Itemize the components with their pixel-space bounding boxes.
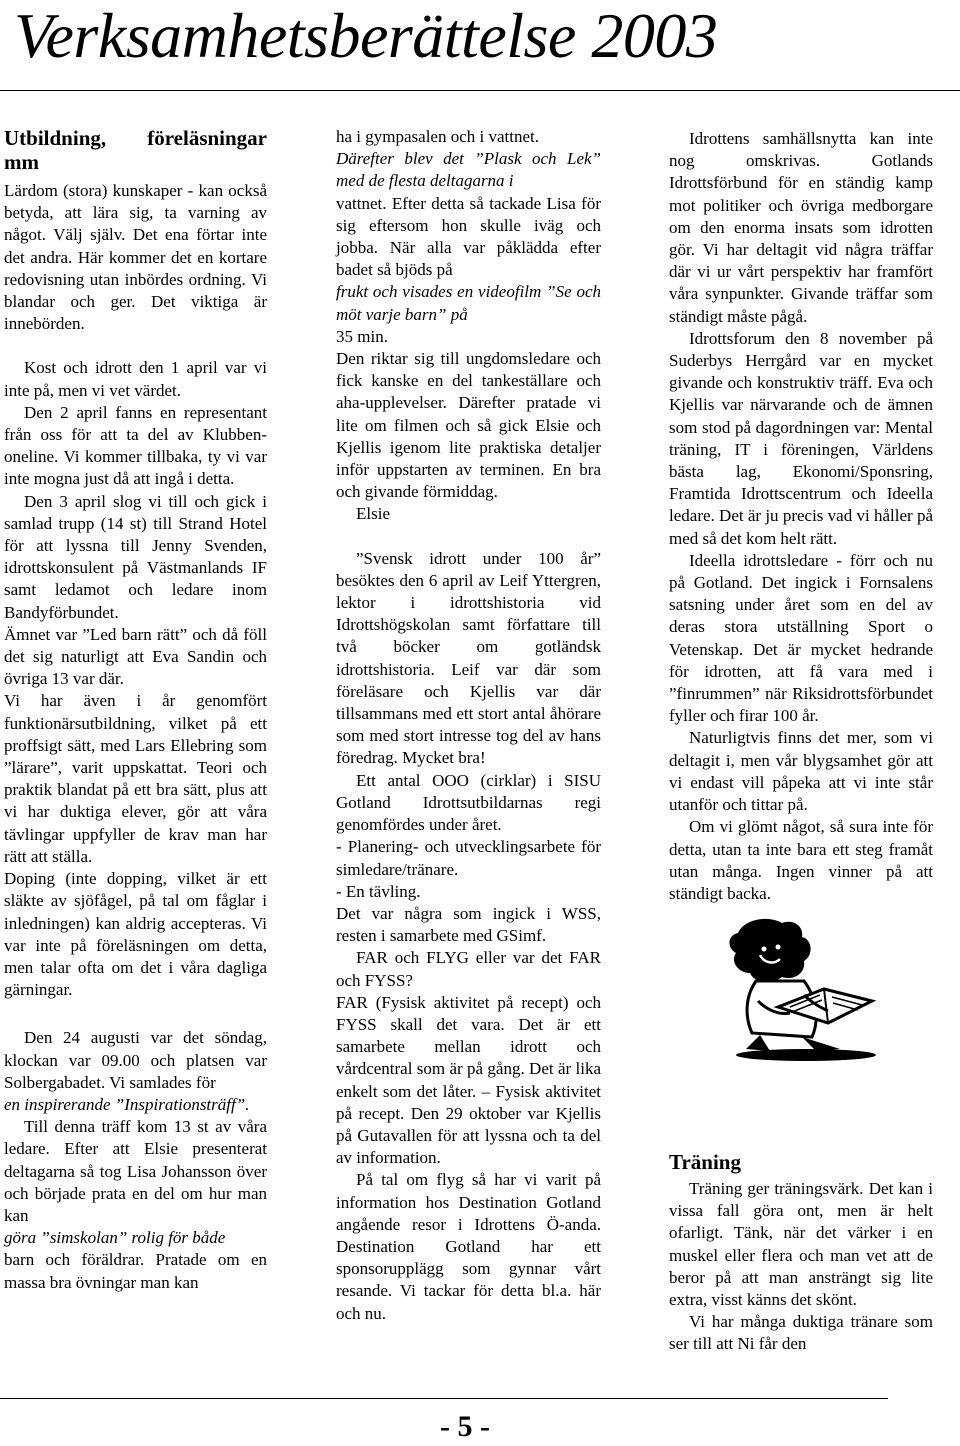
- paragraph: ”Svensk idrott under 100 år” besöktes den 6 april av Leif Yttergren, lektor i idrottshistoria vid Idrottshögskolan samt författare till två böcker om gotländsk idrottshistoria. Leif var där som föreläsare och Kjellis var där tillsammans med ett stort antal åhörare som med stort intresse tog del av hans föredrag. Mycket bra!: [336, 548, 601, 768]
- paragraph: barn och föräldrar. Pratade om en massa bra övningar man kan: [4, 1250, 267, 1292]
- training-heading: Träning: [669, 1150, 741, 1174]
- column-1: [4, 126, 267, 1294]
- paragraph: Kost och idrott den 1 april var vi inte på, men vi vet värdet.: [4, 358, 267, 400]
- paragraph: Den 2 april fanns en representant från oss för att ta del av Klubben-oneline. Vi kommer tillbaka, ty vi var inte mogna just då att ingå i detta.: [4, 402, 267, 489]
- title-divider: [0, 90, 960, 91]
- paragraph: Det var några som ingick i WSS, resten i samarbete med GSimf.: [336, 903, 601, 946]
- paragraph: Lärdom (stora) kunskaper - kan också betyda, att lära sig, ta varning av något. Välj själv. Det ena förtar inte det andra. Här kommer det en kortare redovisning utan inbördes ordning. Vi blandar och ger. Det viktiga är innebörden.: [4, 181, 267, 334]
- paragraph-italic: en inspirerande ”Inspirationsträff”.: [4, 1094, 250, 1114]
- paragraph: Ideella idrottsledare - förr och nu på Gotland. Det ingick i Fornsalens satsning under året som en del av deras stora utställning Sport o Vetenskap. Det är mycket hedrande för idrotten, att få vara med i ”finrummen” när Riksidrottsförbundet fyller och firar 100 år.: [669, 550, 933, 726]
- paragraph: Om vi glömt något, så sura inte för detta, utan ta inte bara ett steg framåt utan många. Ingen vinner på att ständigt backa.: [669, 817, 933, 903]
- paragraph: Idrottsforum den 8 november på Suderbys Herrgård var en mycket givande och konstruktiv träff. Eva och Kjellis var närvarande och de ämnen som stod på dagordningen var: Mental träning, IT i föreningen, Världens bästa lag, Ekonomi/Sponsring, Framtida Idrottscentrum och Ideella ledare. Det är ju precis vad vi håller på med så det kom helt rätt.: [669, 328, 933, 548]
- signature: Elsie: [356, 504, 390, 524]
- paragraph: Doping (inte dopping, vilket är ett släkte av sjöfågel, på tal om fåglar i inledningen) kan aldrig accepteras. Vi var inte på föreläsningen om detta, men talar ofta om det i våra dagliga gärningar.: [4, 869, 267, 1000]
- paragraph-italic: Därefter blev det ”Plask och Lek” med de flesta deltagarna i: [336, 149, 601, 191]
- paragraph: - En tävling.: [336, 881, 421, 901]
- training-section: [669, 1150, 933, 1356]
- section-heading: Utbildning, föreläsningar mm: [4, 126, 267, 174]
- paragraph: På tal om flyg så har vi varit på information hos Destination Gotland angående resor i Idrottens Ö-anda. Destination Gotland har ett sponsorupplägg som gynnar vårt resande. Vi tackar för detta bl.a. här och nu.: [336, 1170, 601, 1323]
- paragraph: FAR (Fysisk aktivitet på recept) och FYSS skall det vara. Det är ett samarbete mellan idrott och vårdcentral som är på gång. Det är lika enkelt som det låter. – Fysisk aktivitet på recept. Den 29 oktober var Kjellis på Gutavallen för att lyssna och ta del av information.: [336, 992, 601, 1168]
- paragraph: Träning ger träningsvärk. Det kan i vissa fall göra ont, men är helt ofarligt. Tänk, när det värker i en muskel eller flera och man vet att de beror på att man ansträngt sig lite extra, visst känns det skönt.: [669, 1179, 933, 1310]
- paragraph: FAR och FLYG eller var det FAR och FYSS?: [336, 948, 601, 990]
- paragraph: 35 min.: [336, 326, 388, 346]
- paragraph: Ämnet var ”Led barn rätt” och då föll det sig naturligt att Eva Sandin och övriga 13 var där.: [4, 624, 267, 689]
- paragraph: ha i gympasalen och i vattnet.: [336, 127, 539, 146]
- column-2: [336, 126, 601, 1325]
- page-title: Verksamhetsberättelse 2003: [14, 0, 718, 71]
- column-3: [669, 128, 933, 1079]
- footer-divider: [0, 1398, 888, 1399]
- paragraph-italic: göra ”simskolan” rolig för både: [4, 1228, 226, 1248]
- paragraph: Till denna träff kom 13 st av våra ledare. Efter att Elsie presenterat deltagarna så tog Lisa Johansson över och började prata en del om hur man kan: [4, 1117, 267, 1225]
- paragraph: Den riktar sig till ungdomsledare och fick kanske en del tankeställare och aha-upplevelser. Därefter pratade vi lite om filmen och så gick Elsie och Kjellis igenom lite praktiska detaljer inför uppstarten av terminen. En bra och givande förmiddag.: [336, 349, 601, 502]
- paragraph: Vi har många duktiga tränare som ser till att Ni får den: [669, 1312, 933, 1354]
- paragraph: Idrottens samhällsnytta kan inte nog omskrivas. Gotlands Idrottsförbund för en ständig kamp mot politiker och övriga medborgare om den enorma insats som idrotten gör. Vi har deltagit vid några träffar där vi ur vårt perspektiv har framfört våra synpunkter. Givande träffar som ständigt måste pågå.: [669, 129, 933, 326]
- paragraph: Den 3 april slog vi till och gick i samlad trupp (14 st) till Strand Hotel för att lyssna till Jenny Svenden, idrottskonsulent på Västmanlands IF samt ledamot och ledare inom Bandyförbundet.: [4, 491, 267, 622]
- paragraph: Ett antal OOO (cirklar) i SISU Gotland Idrottsutbildarnas regi genomfördes under året.: [336, 770, 601, 835]
- paragraph: vattnet. Efter detta så tackade Lisa för sig eftersom hon skulle iväg och jobba. När alla var påklädda efter badet så bjöds på: [336, 193, 601, 280]
- paragraph: Den 24 augusti var det söndag, klockan var 09.00 och platsen var Solbergabadet. Vi samlades för: [4, 1028, 267, 1092]
- reading-figure-illustration: [716, 915, 886, 1065]
- paragraph: Naturligtvis finns det mer, som vi deltagit i, men vår blygsamhet gör att vi endast vill påpeka att vi inte står utanför och tittar på.: [669, 728, 933, 815]
- paragraph: - Planering- och utvecklingsarbete för simledare/tränare.: [336, 837, 601, 879]
- page-number: - 5 -: [440, 1410, 490, 1443]
- paragraph: Vi har även i år genomfört funktionärsutbildning, vilket på ett proffsigt sätt, med Lars Ellebring som ”lärare”, varit uppskattat. Teori och praktik blandat på ett bra sätt, plus att vi har duktiga elever, gör att våra tävlingar uppfyller de krav man har rätt att ställa.: [4, 691, 267, 866]
- paragraph-italic: frukt och visades en videofilm ”Se och möt varje barn” på: [336, 282, 601, 324]
